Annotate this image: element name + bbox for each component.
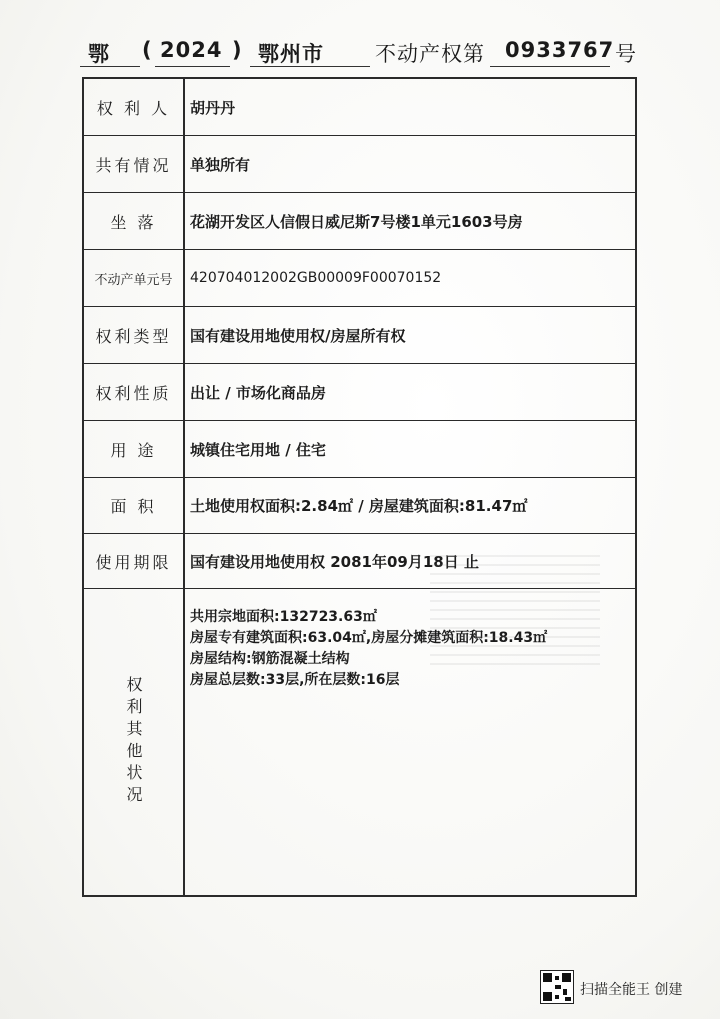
row-location [84, 193, 635, 250]
scanner-text: 扫描全能王 创建 [580, 982, 683, 998]
row-label: 用 途 [110, 440, 157, 460]
row-right-nature [84, 364, 635, 421]
header-underline [490, 66, 610, 67]
note-line: 房屋总层数:33层,所在层数:16层 [190, 672, 400, 688]
row-label: 权利性质 [95, 383, 172, 403]
certificate-table [82, 77, 637, 897]
row-value: 花湖开发区人信假日威尼斯7号楼1单元1603号房 [190, 212, 523, 231]
header-underline [250, 66, 370, 67]
row-label [84, 589, 183, 895]
row-value: 出让 / 市场化商品房 [190, 383, 326, 402]
header-city: 鄂州市 [258, 42, 324, 66]
certificate-number: 0933767 [505, 38, 615, 62]
row-co-ownership [84, 136, 635, 193]
header-underline [80, 66, 140, 67]
header-underline [155, 66, 230, 67]
row-value: 国有建设用地使用权 2081年09月18日 止 [190, 552, 479, 571]
row-unit-number [84, 250, 635, 307]
header-prefix: 鄂 [88, 42, 110, 66]
header-title: 不动产权第 [375, 42, 485, 66]
row-value: 单独所有 [190, 155, 251, 174]
header-year-close: ) [232, 38, 243, 62]
qr-code-icon [540, 970, 574, 1004]
row-area [84, 478, 635, 534]
row-right-type [84, 307, 635, 364]
faded-stamp-mark [430, 555, 600, 665]
row-label: 面 积 [110, 497, 157, 516]
row-value: 土地使用权面积:2.84㎡ / 房屋建筑面积:81.47㎡ [190, 497, 528, 515]
row-label: 权 利 人 [96, 98, 171, 118]
row-value: 胡丹丹 [190, 98, 236, 117]
row-value: 国有建设用地使用权/房屋所有权 [190, 326, 406, 345]
scanner-watermark [540, 970, 715, 1010]
row-label: 共有情况 [95, 155, 172, 175]
header-year-open: ( [142, 38, 153, 62]
note-line: 房屋结构:钢筋混凝土结构 [190, 651, 350, 667]
other-conditions-label: 权利其他状况 [124, 676, 143, 808]
row-usage [84, 421, 635, 478]
row-value: 城镇住宅用地 / 住宅 [190, 440, 326, 459]
note-line: 共用宗地面积:132723.63㎡ [190, 609, 377, 625]
row-value: 420704012002GB00009F00070152 [190, 270, 442, 286]
row-label: 使用期限 [95, 552, 172, 572]
row-right-holder [84, 79, 635, 136]
header-suffix: 号 [615, 42, 637, 66]
header-year: 2024 [160, 38, 223, 62]
row-label: 不动产单元号 [94, 272, 173, 288]
row-label: 权利类型 [95, 326, 172, 346]
row-label: 坐 落 [110, 212, 157, 232]
note-line: 房屋专有建筑面积:63.04㎡,房屋分摊建筑面积:18.43㎡ [190, 630, 548, 646]
certificate-header [0, 36, 720, 76]
